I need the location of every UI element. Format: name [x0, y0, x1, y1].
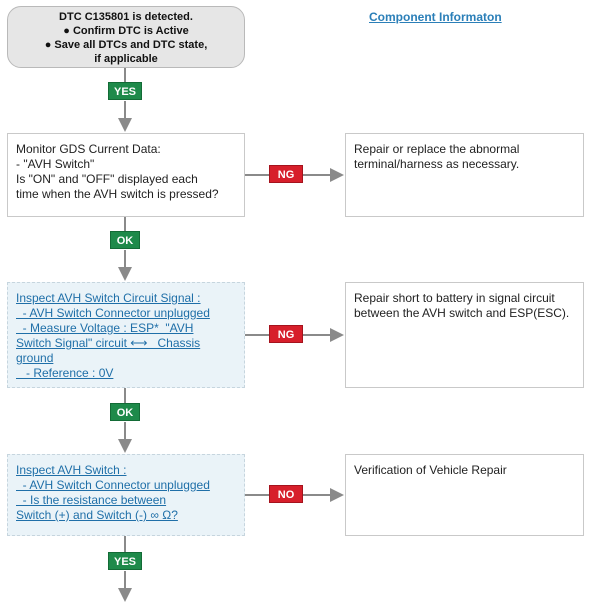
step-monitor-avh-switch [7, 133, 245, 217]
step-line[interactable]: - Measure Voltage : ESP* "AVH [16, 321, 194, 335]
step-inspect-circuit-signal[interactable] [7, 282, 245, 388]
connector-line [124, 422, 126, 440]
arrow-down-icon [118, 267, 132, 281]
connector-line [245, 334, 269, 336]
arrow-down-icon [118, 439, 132, 453]
start-line: DTC C135801 is detected. [59, 11, 193, 23]
result-line: Verification of Vehicle Repair [354, 463, 507, 477]
connector-line [124, 571, 126, 589]
connector-line [124, 388, 126, 403]
yes-badge: YES [108, 82, 142, 100]
connector-line [303, 174, 331, 176]
result-line: between the AVH switch and ESP(ESC). [354, 306, 570, 320]
connector-line [124, 217, 126, 231]
component-information-link[interactable]: Component Informaton [369, 10, 502, 24]
result-line: terminal/harness as necessary. [354, 157, 520, 171]
arrow-down-icon [118, 118, 132, 132]
arrow-right-icon [330, 328, 344, 342]
result-repair-terminal [345, 133, 584, 217]
result-line: Repair short to battery in signal circuit [354, 291, 555, 305]
connector-line [303, 494, 331, 496]
step-line: time when the AVH switch is pressed? [16, 187, 219, 201]
ok-badge: OK [110, 231, 140, 249]
connector-line [245, 174, 269, 176]
step-line[interactable]: - Reference : 0V [16, 366, 114, 380]
arrow-down-icon [118, 588, 132, 602]
step-line[interactable]: Switch (+) and Switch (-) ∞ Ω? [16, 508, 178, 522]
step-line: - "AVH Switch" [16, 157, 95, 171]
step-line: Monitor GDS Current Data: [16, 142, 161, 156]
yes-badge: YES [108, 552, 142, 570]
connector-line [124, 101, 126, 119]
no-badge: NO [269, 485, 303, 503]
ng-badge: NG [269, 165, 303, 183]
step-line[interactable]: Switch Signal" circuit ⟷ Chassis [16, 336, 201, 350]
start-box [7, 6, 245, 68]
arrow-right-icon [330, 168, 344, 182]
step-line[interactable]: Inspect AVH Switch : [16, 463, 127, 477]
arrow-right-icon [330, 488, 344, 502]
start-line: ● Confirm DTC is Active [63, 25, 189, 37]
result-line: Repair or replace the abnormal [354, 142, 520, 156]
ng-badge: NG [269, 325, 303, 343]
step-line[interactable]: Inspect AVH Switch Circuit Signal : [16, 291, 201, 305]
start-line: if applicable [94, 53, 158, 65]
step-line[interactable]: - AVH Switch Connector unplugged [16, 306, 210, 320]
step-inspect-avh-switch[interactable] [7, 454, 245, 536]
connector-line [303, 334, 331, 336]
result-verification [345, 454, 584, 536]
connector-line [124, 536, 126, 552]
ok-badge: OK [110, 403, 140, 421]
connector-line [245, 494, 269, 496]
step-line: Is "ON" and "OFF" displayed each [16, 172, 198, 186]
connector-line [124, 250, 126, 268]
connector-line [124, 68, 126, 82]
step-line[interactable]: - Is the resistance between [16, 493, 167, 507]
result-repair-short [345, 282, 584, 388]
step-line[interactable]: - AVH Switch Connector unplugged [16, 478, 210, 492]
start-line: ● Save all DTCs and DTC state, [44, 39, 208, 51]
step-line[interactable]: ground [16, 351, 54, 365]
